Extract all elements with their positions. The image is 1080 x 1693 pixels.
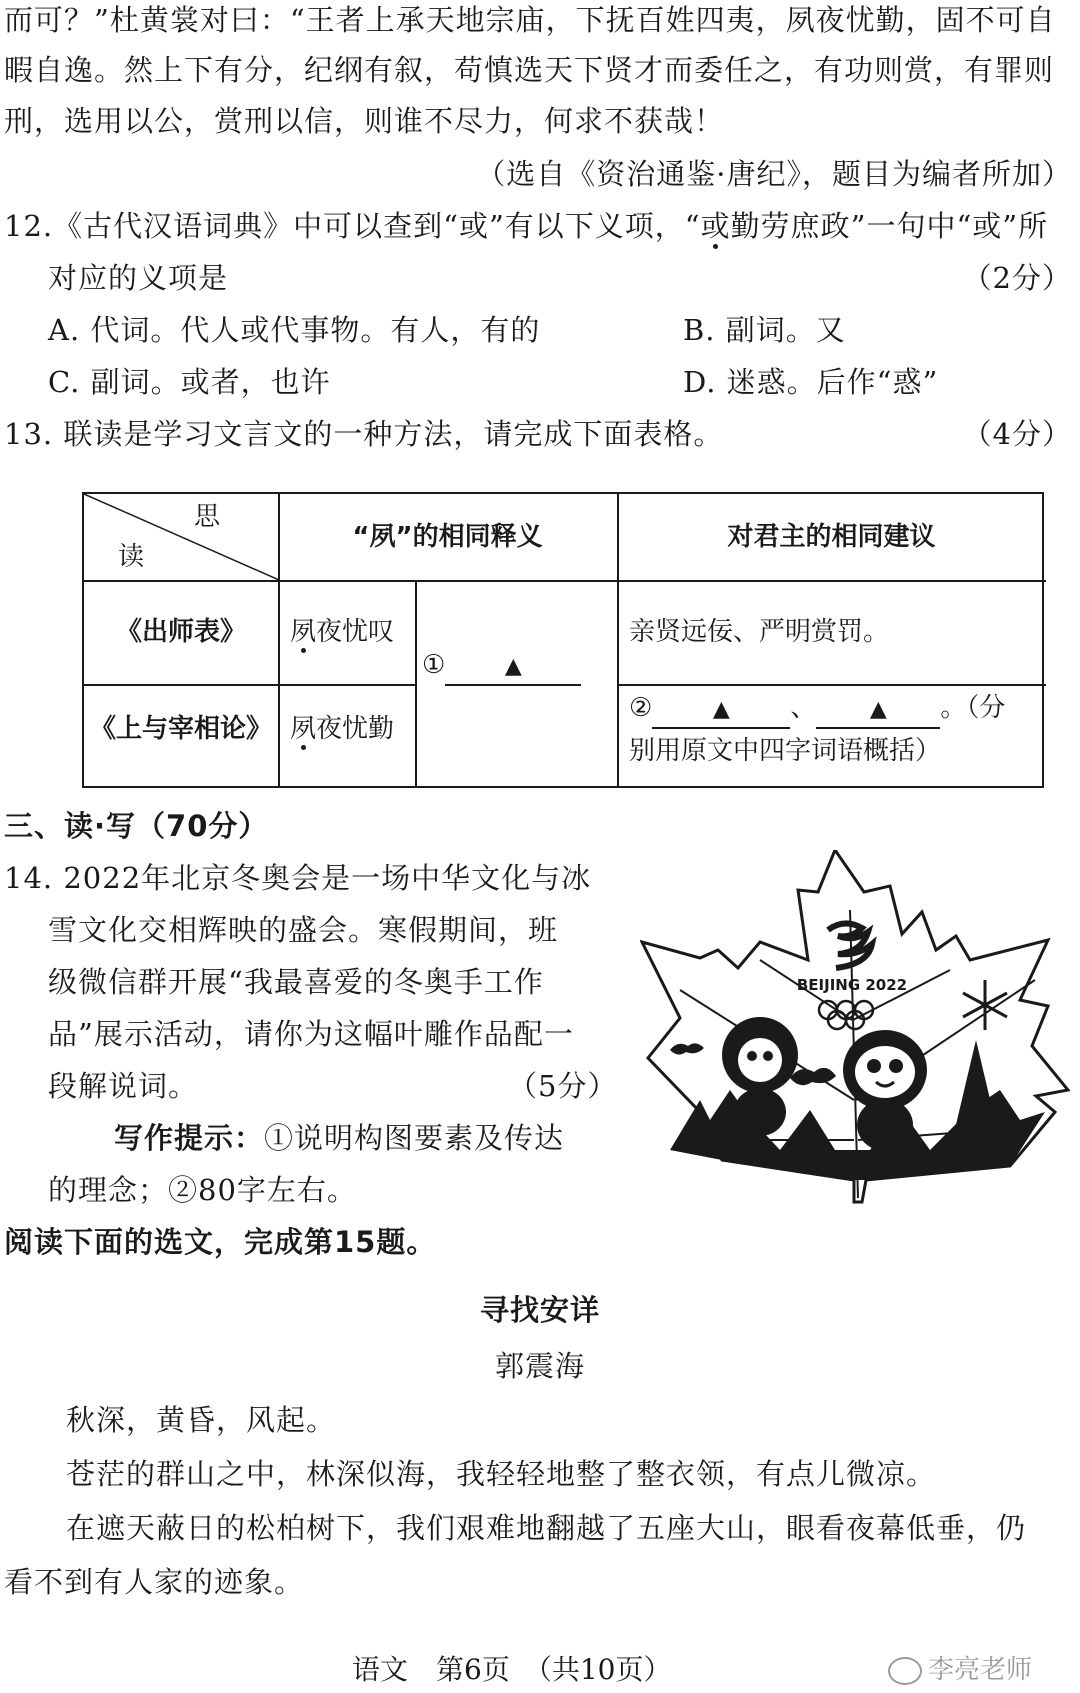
q14-line-2: 雪文化交相辉映的盛会。寒假期间，班 [48,913,559,947]
blank-2-label: ② [629,693,653,723]
row1-advice: 亲贤远佞、严明赏罚。 [629,617,890,647]
passage-source: （选自《资治通鉴·唐纪》，题目为编者所加） [476,157,1072,191]
q13-score: （4分） [962,417,1072,451]
q14-hint-text: ①说明构图要素及传达 [264,1121,565,1155]
q14-line-5: 段解说词。 [48,1069,199,1103]
row1-title: 《出师表》 [115,617,246,647]
row1-phrase [290,615,394,649]
row2-instruction: 别用原文中四字词语概括） [629,736,942,766]
table-divider [415,580,417,786]
q12-score: （2分） [962,261,1072,295]
leaf-emblem-text: BEIJING 2022 [796,976,908,994]
table-divider [617,684,1046,686]
q12-option-c: C. 副词。或者，也许 [48,365,331,399]
header-col3: 对君主的相同建议 [727,522,936,552]
page-footer: 语文 第6页 （共10页） [352,1653,672,1686]
watermark [888,1652,1032,1688]
article-title: 寻找安详 [479,1293,600,1327]
passage-line-2: 暇自逸。然上下有分，纪纲有叙，苟慎选天下贤才而委任之，有功则赏，有罪则 [4,53,1055,87]
blank-2-separator: 、 [790,693,817,723]
q14-hint-label: 写作提示： [114,1121,265,1155]
q12-text-b: 勤劳庶政”一句中“或”所 [730,209,1049,243]
blank-marker: ▲ [504,654,522,679]
q14-line-1: 14. 2022年北京冬奥会是一场中华文化与冰 [4,861,592,895]
reading-instruction: 阅读下面的选文，完成第15题。 [4,1225,437,1259]
passage-line-3: 刑，选用以公，赏刑以信，则谁不尽力，何求不获哉！ [4,104,725,138]
row2-title: 《上与宰相论》 [89,714,272,744]
row2-emphasis-char: 夙 [290,714,317,744]
article-paragraph-3: 在遮天蔽日的松柏树下，我们艰难地翻越了五座大山，眼看夜幕低垂，仍 [66,1511,1027,1545]
article-paragraph-2: 苍茫的群山之中，林深似海，我轻轻地整了整衣领，有点儿微凉。 [66,1457,937,1491]
corner-bottom-label: 读 [118,542,145,572]
blank-2a-line[interactable] [652,691,790,729]
blank-1-line[interactable] [445,648,581,686]
article-paragraph-3-cont: 看不到有人家的迹象。 [4,1565,305,1599]
q12-line-1 [4,206,1048,246]
header-col2: “夙”的相同释义 [352,522,543,552]
q12-line-2: 对应的义项是 [48,261,229,295]
table-divider [84,684,415,686]
q14-line-3: 级微信群开展“我最喜爱的冬奥手工作 [48,965,544,999]
blank-1-label: ① [422,650,446,680]
article-paragraph-1: 秋深，黄昏，风起。 [66,1403,337,1437]
leaf-carving-image [640,850,1070,1210]
q13-table [82,492,1044,788]
section-3-title: 三、读·写（70分） [4,809,269,843]
q14-hint [114,1118,564,1158]
q12-option-b: B. 副词。又 [683,313,846,347]
corner-diagonal [84,494,279,581]
row2-phrase [290,712,394,746]
q14-line-4: 品”展示活动，请你为这幅叶雕作品配一 [48,1017,574,1051]
q12-option-d: D. 迷惑。后作“惑” [683,365,939,399]
wechat-icon [888,1657,922,1685]
q12-emphasis-char: 或 [700,209,731,243]
row2-phrase-rest: 夜忧勤 [316,714,395,744]
q12-text-a: 12.《古代汉语词典》中可以查到“或”有以下义项，“ [4,209,701,243]
corner-top-label: 思 [194,502,221,532]
blank-2b-line[interactable] [816,691,940,729]
blank-marker: ▲ [712,697,730,722]
q12-option-a: A. 代词。代人或代事物。有人，有的 [48,313,541,347]
article-author: 郭震海 [494,1349,585,1383]
passage-line-1: 而可？”杜黄裳对曰：“王者上承天地宗庙，下抚百姓四夷，夙夜忧勤，固不可自 [4,3,1056,37]
blank-marker: ▲ [869,697,887,722]
watermark-text: 李亮老师 [928,1655,1033,1685]
blank-1[interactable] [422,648,581,686]
row1-phrase-rest: 夜忧叹 [316,617,395,647]
row1-emphasis-char: 夙 [290,617,317,647]
blank-2[interactable] [629,691,1005,729]
blank-2-tail: 。（分 [940,693,1006,723]
q14-score: （5分） [508,1069,618,1103]
q14-hint-line-2: 的理念；②80字左右。 [48,1173,357,1207]
q13-text: 13. 联读是学习文言文的一种方法，请完成下面表格。 [4,417,724,451]
